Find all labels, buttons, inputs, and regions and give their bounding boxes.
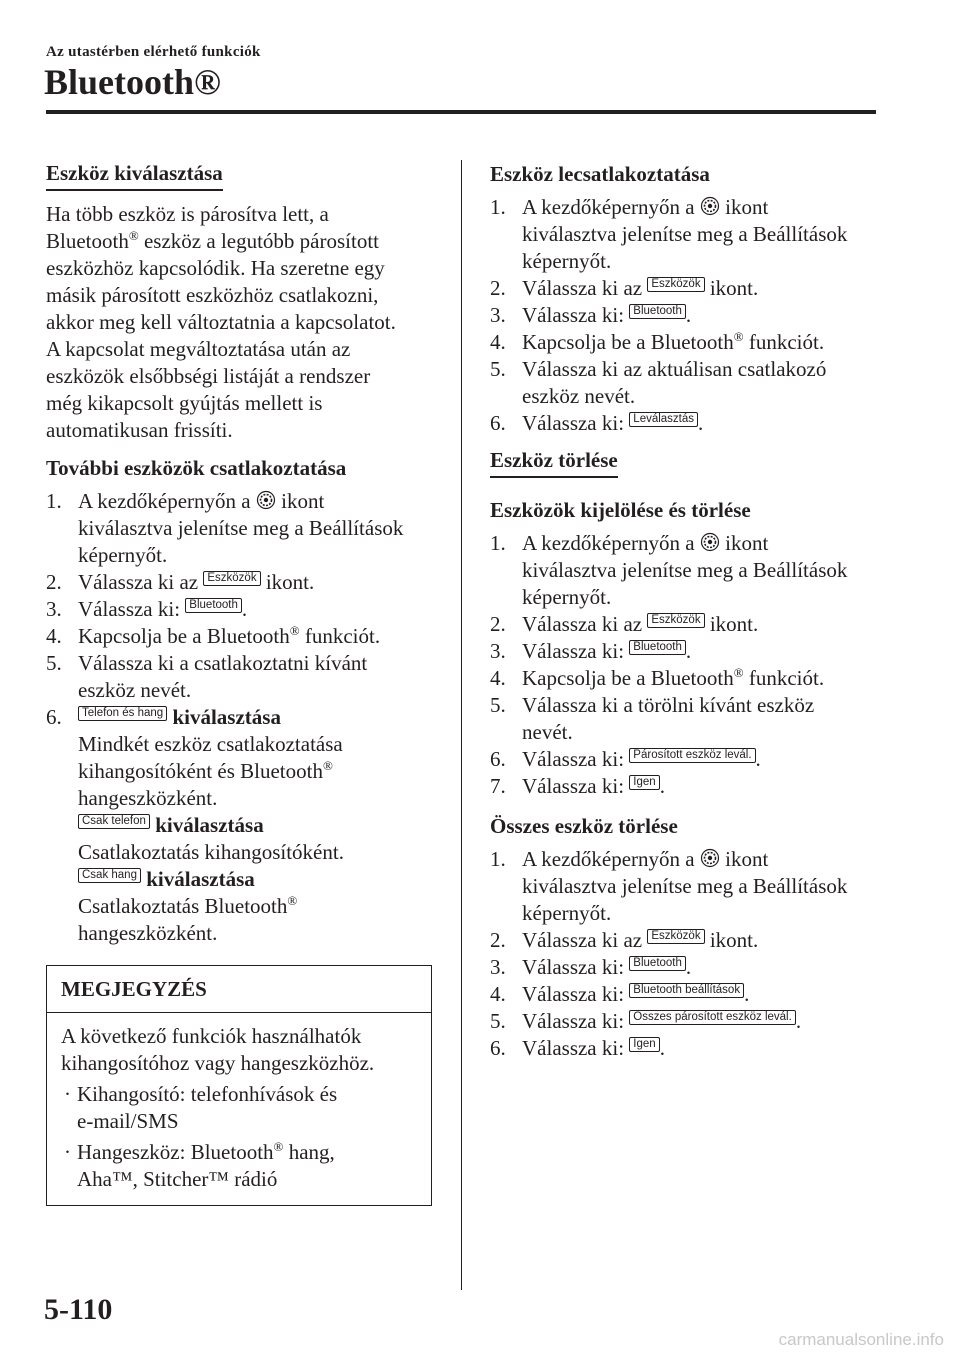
settings-gear-icon — [700, 196, 720, 216]
step-3: 3. Válassza ki: Bluetooth . — [490, 303, 692, 327]
step-2: 2. Válassza ki az Eszközök ikont. — [490, 928, 759, 952]
osszes-parositott-leval-button[interactable]: Összes párosított eszköz levál. — [629, 1010, 796, 1025]
step-5: 5. Válassza ki a csatlakoztatni kívánt eszköz nevét. — [46, 651, 368, 702]
step-4: 4. Kapcsolja be a Bluetooth® funkciót. — [490, 329, 825, 354]
note-text: A következő funkciók használhatók kihangosítóhoz vagy hangeszközhöz. — [61, 1024, 375, 1075]
section-title-device-select: Eszköz kiválasztása — [46, 160, 223, 191]
step-6: 6. Válassza ki: Igen . — [490, 1036, 665, 1060]
step-5: 5. Válassza ki az aktuálisan csatlakozó eszköz nevét. — [490, 357, 827, 408]
note-box — [46, 965, 432, 1206]
eszkozok-button[interactable]: Eszközök — [647, 277, 704, 292]
device-select-paragraph: Ha több eszköz is párosítva lett, a Bluetooth® eszköz a legutóbb párosított eszközhöz kapcsolódik. Ha szeretne egy másik párosított eszközhöz csatlakozni, akkor meg kell változtatnia a kapcsolatot. A kapcsolat megváltoztatása után az eszközök elsőbbségi listáját a rendszer még kikapcsolt gyújtás mellett is automatikusan frissíti. — [46, 202, 396, 442]
right-column — [490, 160, 890, 1062]
subsection-title-delete-all: Összes eszköz törlése — [490, 814, 678, 838]
csak-telefon-button[interactable]: Csak telefon — [78, 814, 150, 829]
step-6: 6. Válassza ki: Párosított eszköz levál. . — [490, 747, 761, 771]
note-bullet: · Hangeszköz: Bluetooth® hang, Aha™, Stitcher™ rádió — [64, 1139, 335, 1191]
step-4: 4. Válassza ki: Bluetooth beállítások . — [490, 982, 750, 1006]
bluetooth-beallitasok-button[interactable]: Bluetooth beállítások — [629, 983, 744, 998]
step-2: 2. Válassza ki az Eszközök ikont. — [46, 570, 315, 594]
subsection-title-select-delete: Eszközök kijelölése és törlése — [490, 498, 751, 522]
step-1: 1. A kezdőképernyőn a ikont kiválasztva jelenítse meg a Beállítások képernyőt. — [46, 489, 404, 567]
option-audio-only: Csak hang kiválasztása Csatlakoztatás Bluetooth® hangeszközként. — [78, 867, 298, 945]
step-5: 5. Válassza ki: Összes párosított eszköz levál. . — [490, 1009, 802, 1033]
igen-button[interactable]: Igen — [629, 775, 659, 790]
chapter-title: Az utastérben elérhető funkciók — [46, 44, 261, 60]
step-3: 3. Válassza ki: Bluetooth . — [490, 639, 692, 663]
bluetooth-button[interactable]: Bluetooth — [185, 598, 242, 613]
step-4: 4. Kapcsolja be a Bluetooth® funkciót. — [46, 623, 381, 648]
step-6: 6. Válassza ki: Leválasztás . — [490, 411, 704, 435]
step-5: 5. Válassza ki a törölni kívánt eszköz nevét. — [490, 693, 815, 744]
step-1: 1. A kezdőképernyőn a ikont kiválasztva jelenítse meg a Beállítások képernyőt. — [490, 195, 848, 273]
watermark: carmanualsonline.info — [778, 1330, 944, 1349]
subsection-title-connect-more: További eszközök csatlakoztatása — [46, 456, 347, 480]
step-7: 7. Válassza ki: Igen . — [490, 774, 665, 798]
step-2: 2. Válassza ki az Eszközök ikont. — [490, 276, 759, 300]
csak-hang-button[interactable]: Csak hang — [78, 868, 141, 883]
igen-button[interactable]: Igen — [629, 1037, 659, 1052]
bluetooth-button[interactable]: Bluetooth — [629, 304, 686, 319]
note-body — [47, 1013, 431, 1205]
note-bullet: · Kihangosító: telefonhívások és e-mail/SMS — [64, 1082, 338, 1133]
header-rule — [46, 110, 876, 114]
settings-gear-icon — [700, 848, 720, 868]
telefon-es-hang-button[interactable]: Telefon és hang — [78, 706, 167, 721]
step-4: 4. Kapcsolja be a Bluetooth® funkciót. — [490, 665, 825, 690]
section-title-delete-device: Eszköz törlése — [490, 447, 618, 478]
option-phone-only: Csak telefon kiválasztása Csatlakoztatás kihangosítóként. — [78, 813, 344, 864]
subsection-title-disconnect: Eszköz lecsatlakoztatása — [490, 162, 710, 186]
step-1: 1. A kezdőképernyőn a ikont kiválasztva jelenítse meg a Beállítások képernyőt. — [490, 847, 848, 925]
eszkozok-button[interactable]: Eszközök — [647, 613, 704, 628]
note-title: MEGJEGYZÉS — [47, 966, 431, 1013]
parositott-eszkoz-leval-button[interactable]: Párosított eszköz levál. — [629, 748, 755, 763]
step-1: 1. A kezdőképernyőn a ikont kiválasztva jelenítse meg a Beállítások képernyőt. — [490, 531, 848, 609]
step-3: 3. Válassza ki: Bluetooth . — [46, 597, 248, 621]
column-divider — [461, 160, 462, 1290]
step-3: 3. Válassza ki: Bluetooth . — [490, 955, 692, 979]
page-number: 5-110 — [44, 1293, 113, 1326]
step-2: 2. Válassza ki az Eszközök ikont. — [490, 612, 759, 636]
bluetooth-button[interactable]: Bluetooth — [629, 640, 686, 655]
page-title: Bluetooth® — [44, 62, 221, 102]
eszkozok-button[interactable]: Eszközök — [647, 929, 704, 944]
step-6: 6. Telefon és hang kiválasztása — [46, 705, 281, 729]
settings-gear-icon — [700, 532, 720, 552]
bluetooth-button[interactable]: Bluetooth — [629, 956, 686, 971]
settings-gear-icon — [256, 490, 276, 510]
levalasztas-button[interactable]: Leválasztás — [629, 412, 698, 427]
option-both-description: Mindkét eszköz csatlakoztatása kihangosítóként és Bluetooth® hangeszközként. — [78, 732, 343, 810]
left-column — [46, 160, 438, 1206]
eszkozok-button[interactable]: Eszközök — [203, 571, 260, 586]
